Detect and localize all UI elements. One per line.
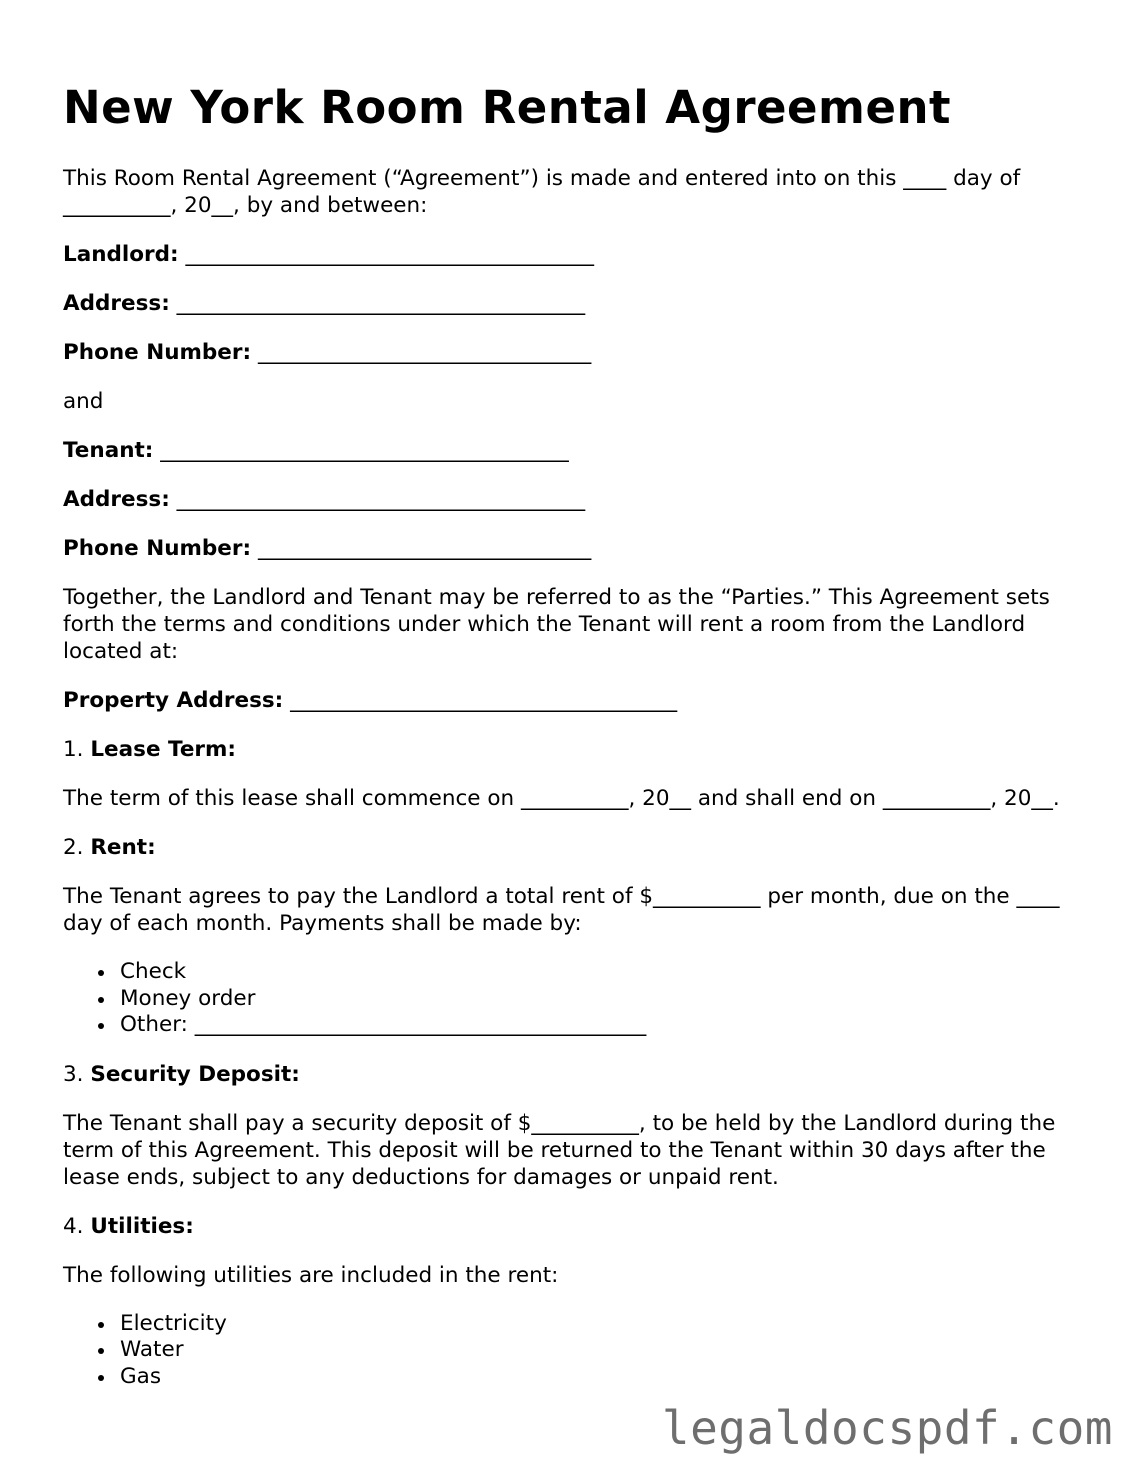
list-item: Electricity bbox=[120, 1311, 1073, 1338]
landlord-phone-field bbox=[63, 339, 1073, 366]
section-number: 1. bbox=[63, 737, 84, 762]
landlord-label: Landlord: bbox=[63, 242, 179, 267]
section-number: 3. bbox=[63, 1061, 84, 1087]
utilities-paragraph: The following utilities are included in the rent: bbox=[63, 1262, 559, 1288]
document-title: New York Room Rental Agreement bbox=[63, 81, 952, 134]
section-lease-term-heading bbox=[63, 736, 1073, 763]
section-rent-heading bbox=[63, 834, 1073, 861]
and-text: and bbox=[63, 389, 104, 414]
landlord-address-field bbox=[63, 290, 1073, 317]
security-deposit-paragraph: The Tenant shall pay a security deposit of $__________, to be held by the Landlord during the term of this Agreement. This deposit will be returned to the Tenant within 30 days after the lease ends, subject to any deductions for damages or unpaid rent. bbox=[63, 1110, 1056, 1190]
landlord-phone-blank: _______________________________ bbox=[257, 340, 592, 365]
watermark: legaldocspdf.com bbox=[661, 1401, 1113, 1455]
list-item: Gas bbox=[120, 1364, 1073, 1391]
tenant-phone-label: Phone Number: bbox=[63, 536, 252, 561]
rent-paragraph: The Tenant agrees to pay the Landlord a total rent of $__________ per month, due on the ____ day of each month. Payments shall be made by: bbox=[63, 884, 1060, 936]
landlord-name-blank: ______________________________________ bbox=[185, 242, 594, 267]
section-number: 4. bbox=[63, 1213, 84, 1239]
section-title: Utilities: bbox=[90, 1213, 194, 1239]
list-item: Check bbox=[120, 959, 1073, 986]
property-address-field bbox=[63, 687, 1073, 714]
tenant-phone-field bbox=[63, 535, 1073, 562]
tenant-label: Tenant: bbox=[63, 438, 154, 463]
section-number: 2. bbox=[63, 835, 84, 860]
property-address-label: Property Address: bbox=[63, 688, 284, 713]
document-body bbox=[63, 165, 1073, 1412]
list-item: Money order bbox=[120, 986, 1073, 1013]
landlord-name-field bbox=[63, 241, 1073, 268]
tenant-address-label: Address: bbox=[63, 487, 170, 512]
tenant-name-field bbox=[63, 437, 1073, 464]
property-address-blank: ____________________________________ bbox=[290, 688, 678, 713]
tenant-name-blank: ______________________________________ bbox=[160, 438, 569, 463]
section-utilities-heading bbox=[63, 1213, 1073, 1240]
section-title: Lease Term: bbox=[90, 737, 237, 762]
intro-paragraph: This Room Rental Agreement (“Agreement”) is made and entered into on this ____ day of __________, 20__, by and between: bbox=[63, 166, 1021, 218]
section-security-deposit-heading bbox=[63, 1061, 1073, 1088]
utilities-list bbox=[63, 1311, 1073, 1391]
list-item: Other: __________________________________________ bbox=[120, 1012, 1073, 1039]
landlord-address-label: Address: bbox=[63, 291, 170, 316]
section-title: Security Deposit: bbox=[90, 1061, 300, 1087]
list-item: Water bbox=[120, 1337, 1073, 1364]
section-title: Rent: bbox=[90, 835, 156, 860]
tenant-address-field bbox=[63, 486, 1073, 513]
tenant-phone-blank: _______________________________ bbox=[257, 536, 592, 561]
payment-methods-list bbox=[63, 959, 1073, 1039]
landlord-phone-label: Phone Number: bbox=[63, 340, 252, 365]
lease-term-paragraph: The term of this lease shall commence on __________, 20__ and shall end on __________, 20__. bbox=[63, 786, 1060, 811]
landlord-address-blank: ______________________________________ bbox=[176, 291, 586, 316]
parties-paragraph: Together, the Landlord and Tenant may be referred to as the “Parties.” This Agreement sets forth the terms and conditions under which the Tenant will rent a room from the Landlord located at: bbox=[63, 585, 1050, 664]
tenant-address-blank: ______________________________________ bbox=[176, 487, 586, 512]
